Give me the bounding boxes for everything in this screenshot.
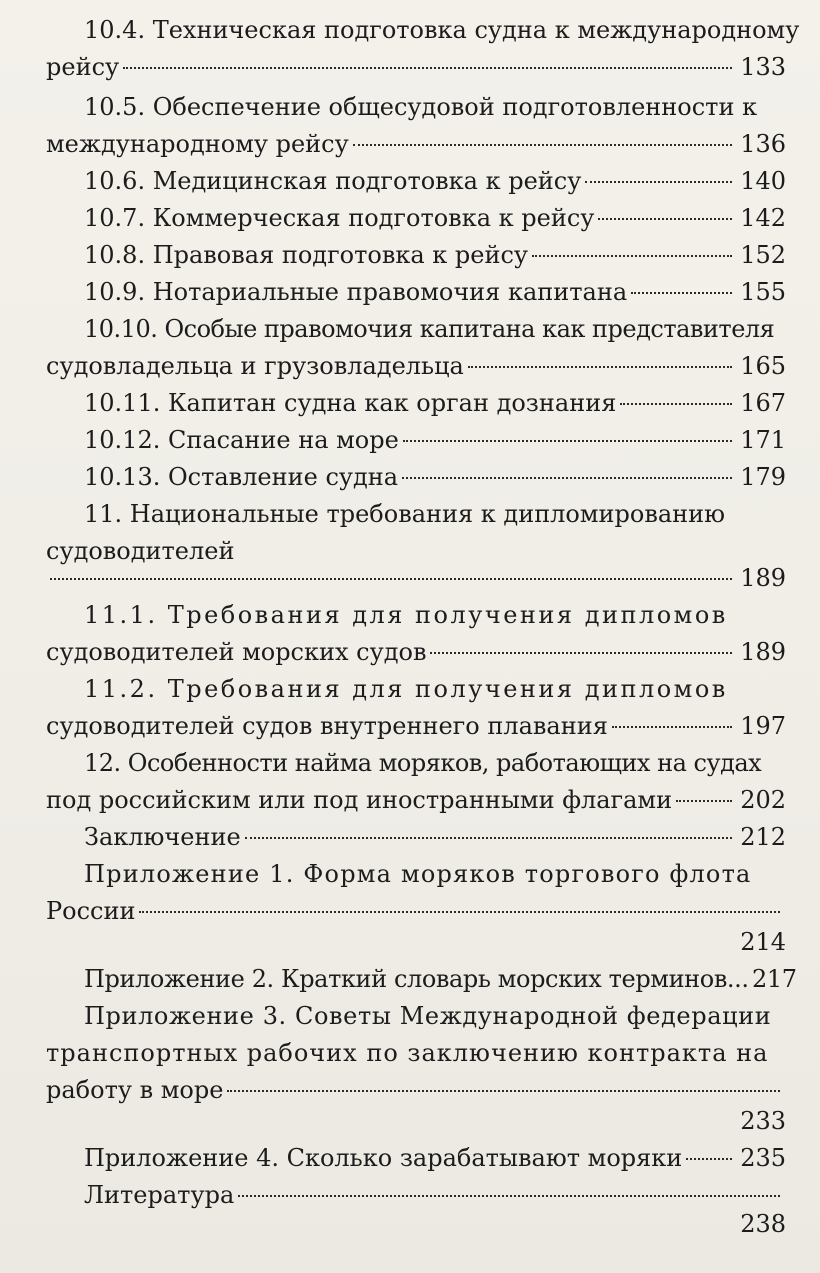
entry-title: 10.10. Особые правомочия капитана как представителя (84, 315, 775, 343)
entry-title: 11.1. Требования для получения дипломов (84, 601, 728, 629)
entry-title-cont: судоводителей судов внутреннего плавания (46, 712, 608, 740)
leader-dots (238, 1195, 780, 1197)
entry-title: Приложение 1. Форма моряков торгового флота (84, 860, 752, 888)
page-number: 233 (740, 1107, 786, 1135)
leader-dots (598, 218, 732, 220)
entry-title: 10.5. Обеспечение общесудовой подготовленности к (84, 93, 758, 121)
leader-dots (123, 67, 732, 69)
leader-dots (676, 800, 732, 802)
leader-dots (686, 1158, 732, 1160)
toc-entry-10-9 (46, 274, 786, 311)
toc-entry-11 (46, 496, 786, 597)
entry-title: 10.6. Медицинская подготовка к рейсу (84, 167, 582, 195)
toc-entry-10-12 (46, 422, 786, 459)
page-number: 136 (740, 130, 786, 158)
toc-entry-10-4 (46, 12, 800, 86)
page-number: 189 (740, 564, 786, 592)
toc-entry-appendix-4 (46, 1140, 786, 1177)
entry-title: Приложение 3. Советы Международной федерации (84, 1002, 772, 1030)
page-number: 167 (740, 389, 786, 417)
page-number: 155 (740, 278, 786, 306)
leader-dots (139, 911, 780, 913)
entry-title: 10.13. Оставление судна (84, 463, 399, 491)
page-number: 165 (740, 352, 786, 380)
toc-entry-10-10 (46, 311, 786, 385)
leader-dots (402, 477, 732, 479)
entry-title: 11.2. Требования для получения дипломов (84, 675, 728, 703)
leader-dots (403, 440, 732, 442)
toc-entry-10-7 (46, 200, 786, 237)
toc-entry-10-13 (46, 459, 786, 496)
page-number: 217 (752, 965, 797, 993)
toc-entry-11-1 (46, 597, 786, 671)
page-number: 189 (740, 638, 786, 666)
toc-entry-appendix-1 (46, 856, 786, 961)
entry-title: Заключение (84, 823, 241, 851)
toc-entry-10-5 (46, 89, 786, 163)
leader-dots (631, 292, 732, 294)
leader-dots (430, 652, 732, 654)
entry-title: 10.4. Техническая подготовка судна к международному (84, 16, 800, 44)
leader-dots (585, 181, 732, 183)
toc-entry-references (46, 1177, 786, 1243)
entry-title-cont: судоводителей (46, 537, 235, 565)
leader-dots (50, 578, 732, 580)
page-number: 202 (740, 786, 786, 814)
entry-title: 11. Национальные требования к дипломированию (84, 500, 726, 528)
entry-title-cont: России (46, 897, 136, 925)
entry-title: 10.9. Нотариальные правомочия капитана (84, 278, 628, 306)
entry-title-cont: международному рейсу (46, 130, 349, 158)
entry-title: 12. Особенности найма моряков, работающих на судах (84, 749, 762, 777)
page-number: 142 (740, 204, 786, 232)
page-number: 212 (740, 823, 786, 851)
toc-entry-10-11 (46, 385, 786, 422)
page-number: 171 (740, 426, 786, 454)
leader-dots (245, 837, 732, 839)
entry-title-cont: под российским или под иностранными флагами (46, 786, 673, 814)
leader-dots (227, 1090, 780, 1092)
entry-title-cont: рейсу (46, 53, 120, 81)
toc-entry-12 (46, 745, 786, 819)
entry-title-cont: работу в море (46, 1076, 224, 1104)
toc-entry-appendix-3 (46, 998, 786, 1140)
page-number: 197 (740, 712, 786, 740)
toc-entry-11-2 (46, 671, 786, 745)
entry-title: 10.7. Коммерческая подготовка к рейсу (84, 204, 595, 232)
leader-dots (620, 403, 732, 405)
entry-title: Приложение 4. Сколько зарабатывают моряки (84, 1144, 683, 1172)
entry-title-cont: судовладельца и грузовладельца (46, 352, 464, 380)
leader-dots (612, 726, 732, 728)
toc-entry-appendix-2 (46, 961, 797, 998)
toc-entry-10-6 (46, 163, 786, 200)
page-number: 235 (740, 1144, 786, 1172)
entry-title-cont: судоводителей морских судов (46, 638, 427, 666)
page-number: 133 (740, 53, 786, 81)
toc-entry-10-8 (46, 237, 786, 274)
page-number: 179 (740, 463, 786, 491)
entry-title: 10.12. Спасание на море (84, 426, 399, 454)
leader-dots (532, 255, 732, 257)
entry-title: Приложение 2. Краткий словарь морских терминов... (84, 965, 749, 993)
page-number: 238 (740, 1210, 786, 1238)
entry-title: Литература (84, 1181, 235, 1209)
page-number: 214 (740, 928, 786, 956)
page-number: 152 (740, 241, 786, 269)
leader-dots (468, 366, 732, 368)
page-number: 140 (740, 167, 786, 195)
entry-title: 10.8. Правовая подготовка к рейсу (84, 241, 529, 269)
leader-dots (353, 144, 732, 146)
entry-title-cont: транспортных рабочих по заключению контракта на (46, 1039, 769, 1067)
entry-title: 10.11. Капитан судна как орган дознания (84, 389, 617, 417)
toc-entry-conclusion (46, 819, 786, 856)
